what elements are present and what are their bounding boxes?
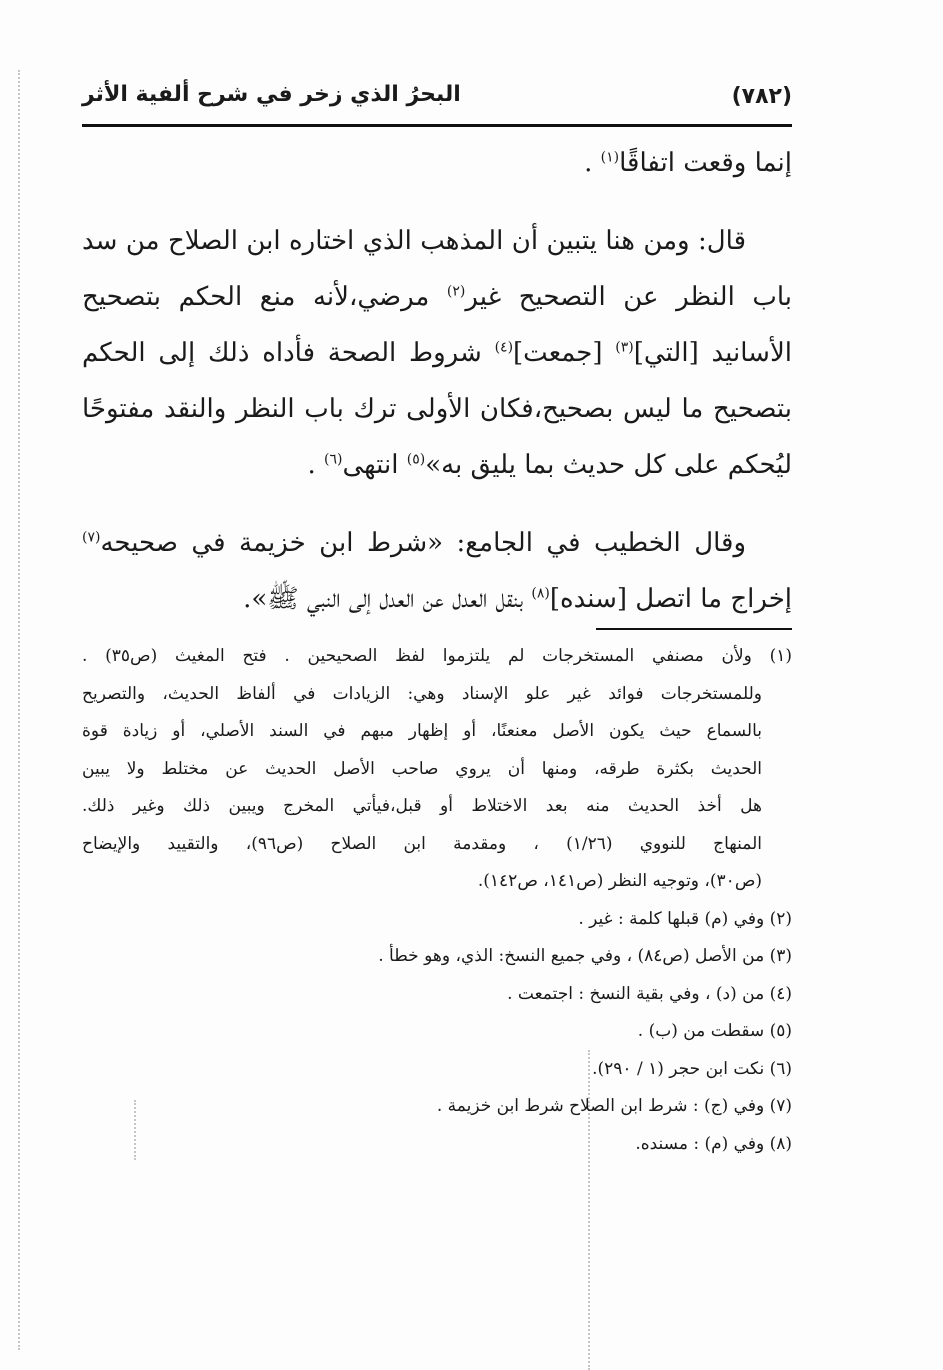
footnote-1 xyxy=(82,638,792,901)
footnote-1-line: هل أخذ الحديث منه بعد الاختلاط أو قبل،فيأتي المخرج ويبين ذلك وغير ذلك. xyxy=(82,796,762,816)
footnotes xyxy=(82,638,792,1163)
footnote-1-line: وللمستخرجات فوائد غير علو الإسناد وهي: الزيادات في ألفاظ الحديث، والتصريح xyxy=(82,683,762,704)
footnote-divider xyxy=(596,628,792,630)
footnote-3: (٣) من الأصل (ص٨٤) ، وفي جميع النسخ: الذي، وهو خطأ . xyxy=(378,946,792,966)
scan-artifact-line xyxy=(18,70,20,1350)
footnote-ref-2: (٢) xyxy=(446,283,466,300)
paragraph-1: إنما وقعت اتفاقًا$^{(١)}$ . xyxy=(584,148,792,178)
footnote-ref-7: (٧) xyxy=(82,529,101,546)
header-divider xyxy=(82,124,792,127)
main-text xyxy=(82,135,792,627)
page-number: (٧٨٢) xyxy=(731,84,792,109)
paragraph-3: وقال الخطيب في الجامع: «شرط ابن خزيمة في صحيحه$^{(٧)}$ إخراج ما اتصل [سنده]$^{(٨)}$ بنقل العدل عن العدل إلى النبي ﷺ». xyxy=(82,528,792,614)
book-title: البحرُ الذي زخر في شرح ألفية الأثر xyxy=(82,82,461,107)
paragraph-2: قال: ومن هنا يتبين أن المذهب الذي اختاره ابن الصلاح من سد باب النظر عن التصحيح غير$^{(٢)}$ مرضي،لأنه منع الحكم بتصحيح الأسانيد [التي]$^{(٣)}$ [جمعت]$^{(٤)}$ شروط الصحة فأداه ذلك إلى الحكم بتصحيح ما ليس بصحيح،فكان الأولى ترك باب النظر والنقد مفتوحًا ليُحكم على كل حديث بما يليق به»$^{(٥)}$ انتهى$^{(٦)}$ . xyxy=(82,226,793,480)
footnote-7: (٧) وفي (ج) : شرط ابن الصلاح شرط ابن خزيمة . xyxy=(436,1096,792,1116)
footnote-ref-6: (٦) xyxy=(324,451,343,468)
footnote-2: (٢) وفي (م) قبلها كلمة : غير . xyxy=(578,908,792,929)
footnote-4: (٤) من (د) ، وفي بقية النسخ : اجتمعت . xyxy=(507,983,792,1004)
footnote-ref-8: (٨) xyxy=(531,585,550,602)
footnote-ref-3: (٣) xyxy=(615,339,634,356)
footnote-1-line: (ص٣٠)، وتوجيه النظر (ص١٤١، ص١٤٢). xyxy=(477,871,762,891)
footnote-1-line: (١) ولأن مصنفي المستخرجات لم يلتزموا لفظ الصحيحين . فتح المغيث (ص٣٥) . xyxy=(82,646,792,666)
footnote-1-line: المنهاج للنووي (١/٢٦) ، ومقدمة ابن الصلاح (ص٩٦)، والتقييد والإيضاح xyxy=(82,833,762,854)
footnote-8: (٨) وفي (م) : مسنده. xyxy=(635,1133,792,1154)
footnote-1-line: بالسماع حيث يكون الأصل معنعنًا، أو إظهار مبهم في السند الأصلي، أو زيادة قوة xyxy=(82,721,762,741)
footnote-ref-5: (٥) xyxy=(406,451,426,468)
footnote-5: (٥) سقطت من (ب) . xyxy=(637,1021,792,1041)
footnote-6: (٦) نكت ابن حجر (١ / ٢٩٠). xyxy=(592,1058,792,1079)
page-header xyxy=(82,78,792,124)
footnote-1-line: الحديث بكثرة طرقه، ومنها أن يروي صاحب الأصل الحديث عن مختلط ولا يبين xyxy=(82,758,762,779)
footnote-ref-4: (٤) xyxy=(494,339,514,356)
footnote-ref-1: (١) xyxy=(600,149,620,166)
